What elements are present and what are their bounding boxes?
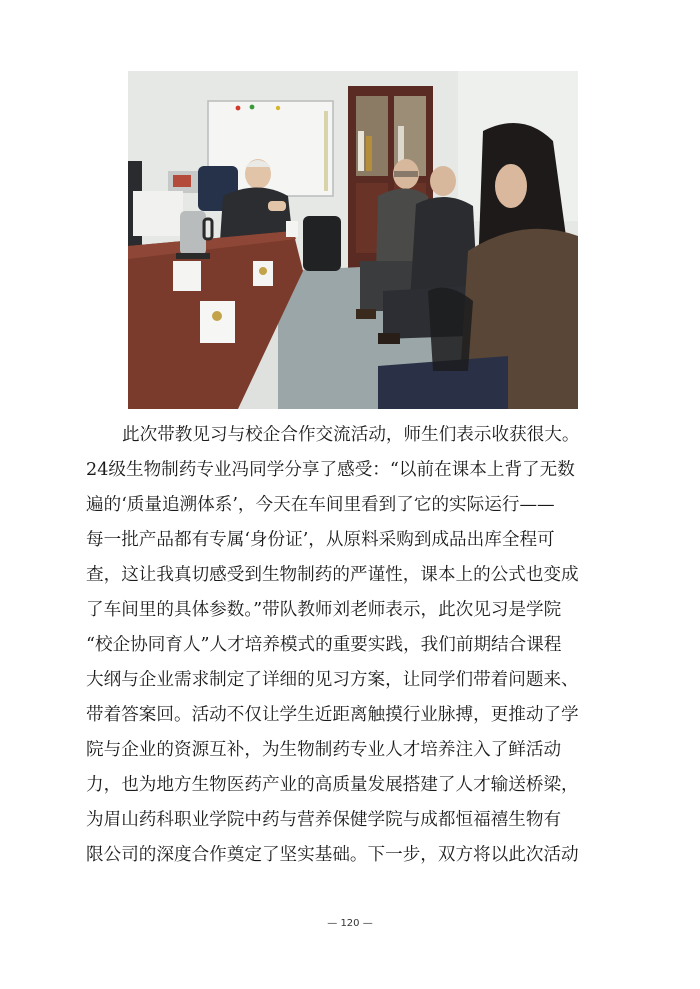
paragraph-line: 为眉山药科职业学院中药与营养保健学院与成都恒福禧生物有 bbox=[86, 810, 562, 830]
paragraph-line: 此次带教见习与校企合作交流活动，师生们表示收获很大。 bbox=[122, 425, 580, 445]
page-number: — 120 — bbox=[327, 918, 373, 929]
paragraph-line: 查，这让我真切感受到生物制药的严谨性，课本上的公式也变成 bbox=[86, 565, 579, 585]
paragraph-line: 遍的‘质量追溯体系’，今天在车间里看到了它的实际运行—— bbox=[86, 495, 555, 515]
paragraph-line: 限公司的深度合作奠定了坚实基础。下一步，双方将以此次活动 bbox=[86, 845, 579, 865]
paragraph-line: 大纲与企业需求制定了详细的见习方案，让同学们带着问题来、 bbox=[86, 670, 579, 690]
paragraph-line: 了车间里的具体参数。”带队教师刘老师表示，此次见习是学院 bbox=[86, 600, 562, 620]
body-paragraph bbox=[86, 418, 616, 873]
paragraph-line: 每一批产品都有专属‘身份证’，从原料采购到成品出库全程可 bbox=[86, 530, 555, 550]
paragraph-line: 院与企业的资源互补，为生物制药专业人才培养注入了鲜活动 bbox=[86, 740, 562, 760]
paragraph-line: 24级生物制药专业冯同学分享了感受：“以前在课本上背了无数 bbox=[86, 460, 575, 480]
meeting-photo bbox=[128, 71, 578, 409]
paragraph-line: 力，也为地方生物医药产业的高质量发展搭建了人才输送桥梁， bbox=[86, 775, 579, 795]
paragraph-line: “校企协同育人”人才培养模式的重要实践，我们前期结合课程 bbox=[86, 635, 562, 655]
meeting-photo-illustration bbox=[128, 71, 578, 409]
paragraph-line: 带着答案回。活动不仅让学生近距离触摸行业脉搏，更推动了学 bbox=[86, 705, 579, 725]
